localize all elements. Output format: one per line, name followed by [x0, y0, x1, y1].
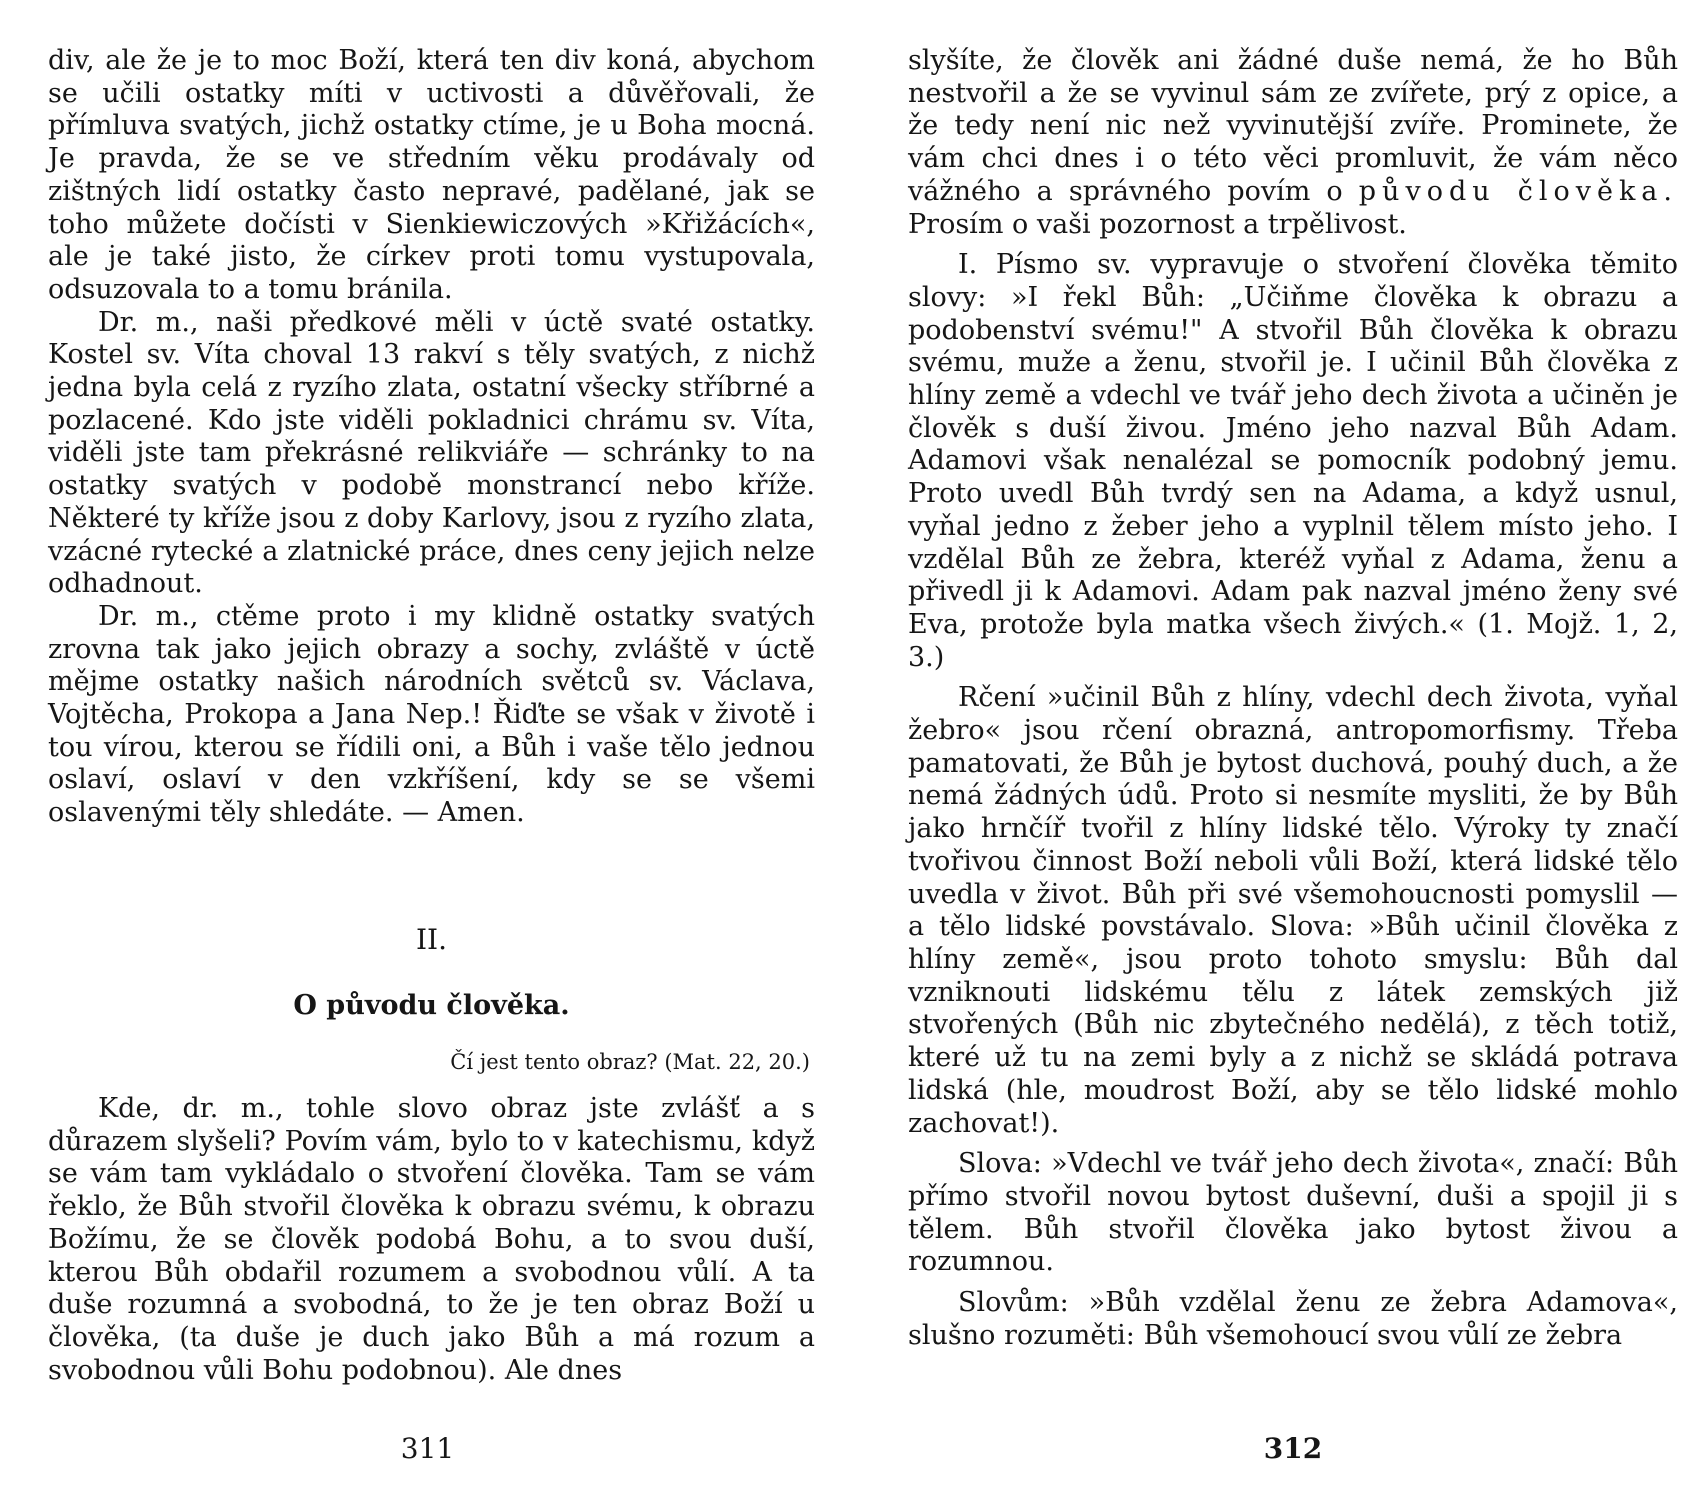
left-page: [40, 0, 815, 1500]
left-page-text-top: [48, 45, 815, 830]
page-number: 312: [1263, 1432, 1323, 1465]
paragraph: I. Písmo sv. vypravuje o stvoření člověka těmito slovy: »I řekl Bůh: „Učiňme člověka k obrazu a podobenství svému!" A stvořil Bůh člověka k obrazu svému, muže a ženu, stvořil je. I učinil Bůh člověka z hlíny země a vdechl ve tvář jeho dech života a učiněn je člověk s duší živou. Jméno jeho nazval Bůh Adam. Adamovi však nenalézal se pomocník podobný jemu. Proto uvedl Bůh tvrdý sen na Adama, a když usnul, vyňal jedno z žeber jeho a vyplnil tělem místo jeho. I vzdělal Bůh ze žebra, kteréž vyňal z Adama, ženu a přivedl ji k Adamovi. Adam pak nazval jméno ženy své Eva, protože byla matka všech živých.« (1. Mojž. 1, 2, 3.): [908, 249, 1678, 673]
paragraph: div, ale že je to moc Boží, která ten div koná, abychom se učili ostatky míti v uctivosti a důvěřovali, že přímluva svatých, jichž ostatky ctíme, je u Boha mocná. Je pravda, že se ve středním věku prodávaly od zištných lidí ostatky často nepravé, padělané, jak se toho můžete dočísti v Sienkiewiczových »Křižácích«, ale je také jisto, že církev proti tomu vystupovala, odsuzovala to a tomu bránila.: [48, 45, 815, 305]
motto-quote: Čí jest tento obraz? (Mat. 22, 20.): [450, 1050, 810, 1074]
right-page-text: [908, 45, 1678, 1352]
page-number: 311: [400, 1432, 455, 1465]
section-title: O původu člověka.: [293, 990, 570, 1021]
left-page-text-bottom: [48, 1093, 815, 1387]
right-page: [908, 0, 1678, 1500]
paragraph: Slova: »Vdechl ve tvář jeho dech života«, značí: Bůh přímo stvořil novou bytost duševní, duši a spojil ji s tělem. Bůh stvořil člověka jako bytost živou a rozumnou.: [908, 1148, 1678, 1278]
paragraph: Rčení »učinil Bůh z hlíny, vdechl dech života, vyňal žebro« jsou rčení obrazná, antropomorfismy. Třeba pamatovati, že Bůh je bytost duchová, pouhý duch, a že nemá žádných údů. Proto si nesmíte mysliti, že by Bůh jako hrnčíř tvořil z hlíny lidské tělo. Výroky ty značí tvořivou činnost Boží neboli vůli Boží, která lidské tělo uvedla v život. Bůh při své všemohoucnosti pomyslil — a tělo lidské povstávalo. Slova: »Bůh učinil člověka z hlíny země«, jsou proto tohoto smyslu: Bůh dal vzniknouti lidskému tělu z látek zemských již stvořených (Bůh nic zbytečného nedělá), z těch totiž, které už tu na zemi byly a z nichž se skládá potrava lidská (hle, moudrost Boží, aby se tělo lidské mohlo zachovat!).: [908, 682, 1678, 1139]
paragraph-text: slyšíte, že člověk ani žádné duše nemá, že ho Bůh nestvořil a že se vyvinul sám ze zvířete, prý z opice, a že tedy není nic než vyvinutější zvíře. Prominete, že vám chci dnes i o této věci promluvit, že vám něco vážného a správného povím o: [908, 45, 1678, 207]
paragraph: Slovům: »Bůh vzdělal ženu ze žebra Adamova«, slušno rozuměti: Bůh všemohoucí svou vůlí ze žebra: [908, 1287, 1678, 1351]
paragraph: Dr. m., naši předkové měli v úctě svaté ostatky. Kostel sv. Víta choval 13 rakví s těly svatých, z nichž jedna byla celá z ryzího zlata, ostatní všecky stříbrné a pozlacené. Kdo jste viděli pokladnici chrámu sv. Víta, viděli jste tam překrásné relikviáře — schránky to na ostatky svatých v podobě monstrancí nebo kříže. Některé ty kříže jsou z doby Karlovy, jsou z ryzího zlata, vzácné rytecké a zlatnické práce, dnes ceny jejich nelze odhadnout.: [48, 306, 815, 600]
paragraph: Kde, dr. m., tohle slovo obraz jste zvlášť a s důrazem slyšeli? Povím vám, bylo to v katechismu, když se vám tam vykládalo o stvoření člověka. Tam se vám řeklo, že Bůh stvořil člověka k obrazu svému, k obrazu Božímu, že se člověk podobá Bohu, a to svou duší, kterou Bůh obdařil rozumem a svobodnou vůlí. A ta duše rozumná a svobodná, to že je ten obraz Boží u člověka, (ta duše je duch jako Bůh a má rozum a svobodnou vůli Bohu podobnou). Ale dnes: [48, 1093, 815, 1386]
section-number: II.: [415, 923, 448, 956]
paragraph-text: Prosím o vaši pozornost a trpělivost.: [908, 208, 1407, 240]
paragraph: Dr. m., ctěme proto i my klidně ostatky svatých zrovna tak jako jejich obrazy a sochy, zvláště v úctě mějme ostatky našich národních světců sv. Václava, Vojtěcha, Prokopa a Jana Nep.! Řiďte se však v životě i tou vírou, kterou se řídili oni, a Bůh i vaše tělo jednou oslaví, oslaví v den vzkříšení, kdy se se všemi oslavenými těly shledáte. — Amen.: [48, 600, 815, 829]
emphasized-text: původu člověka.: [1358, 175, 1678, 207]
paragraph: [908, 45, 1678, 241]
